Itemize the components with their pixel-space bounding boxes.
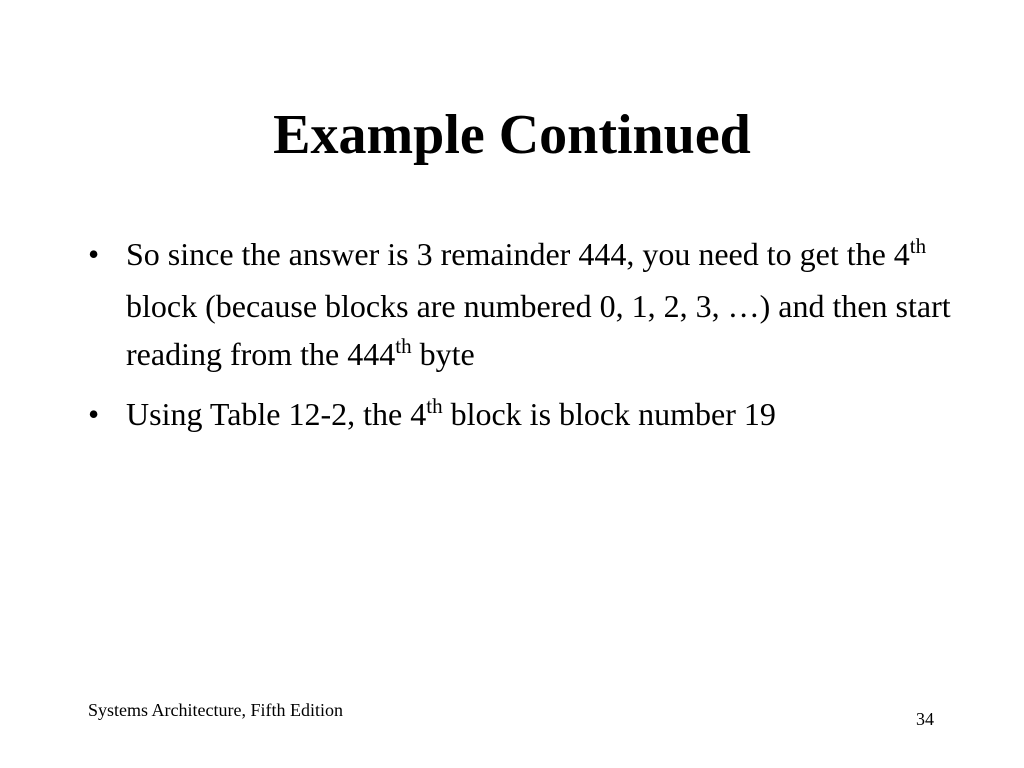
footer-book-title: Systems Architecture, Fifth Edition <box>88 700 343 720</box>
bullet-icon: • <box>88 236 100 272</box>
bullet-text-segment: Using Table 12-2, the 4 <box>126 396 427 432</box>
bullet-item-2 <box>84 390 954 442</box>
bullet-item-1 <box>84 230 954 382</box>
ordinal-superscript: th <box>909 234 927 258</box>
ordinal-superscript: th <box>426 394 443 418</box>
bullet-text-segment: block (because blocks are numbered 0, 1, 2, 3, …) and then start reading from the 444 <box>126 288 951 372</box>
bullet-text-segment: block is block number 19 <box>442 396 776 432</box>
bullet-list <box>84 230 954 450</box>
bullet-icon: • <box>88 396 100 432</box>
slide-title: Example Continued <box>273 104 751 166</box>
page-number: 34 <box>916 709 934 729</box>
bullet-text-segment: byte <box>411 336 475 372</box>
ordinal-superscript: th <box>395 334 412 358</box>
bullet-text-segment: So since the answer is 3 remainder 444, you need to get the 4 <box>126 236 910 272</box>
